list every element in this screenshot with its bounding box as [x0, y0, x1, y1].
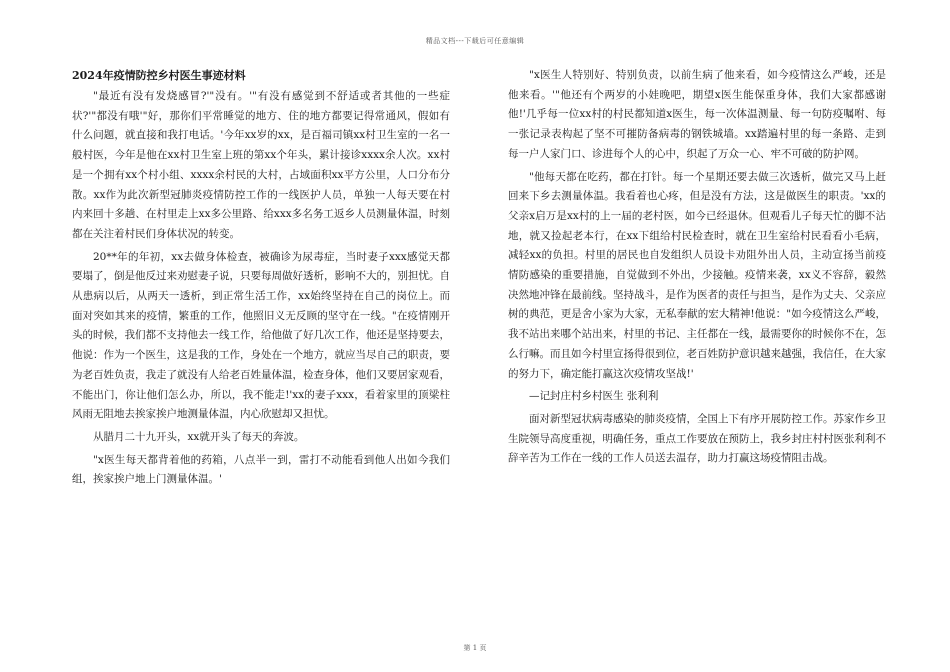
document-title: 2024年疫情防控乡村医生事迹材料: [72, 69, 246, 82]
left-column: [72, 66, 450, 493]
paragraph: "x医生每天都背着他的药箱，八点半一到，雷打不动能看到他人出如今我们组，挨家挨户地上门测量体温。': [72, 453, 450, 486]
page-header: 精品文档---下载后可任意编辑: [425, 37, 525, 45]
paragraph: 面对新型冠状病毒感染的肺炎疫情，全国上下有序开展防控工作。苏家作乡卫生院领导高度重视，明确任务，重点工作要放在预防上，我乡封庄村村医张利利不辞辛苦为工作在一线的工作人员送去温存，助力打赢这场疫情阻击战。: [508, 412, 886, 465]
paragraph: 从腊月二十九开头，xx就开头了每天的奔波。: [93, 430, 305, 443]
paragraph: "x医生人特别好、特别负责，以前生病了他来看，如今疫情这么严峻，还是他来看。'"他还有个两岁的小娃晚吧，期望x医生能保重身体，我们大家都感谢他!'几乎每一位xx村的村民都知道x医生，每一次体温测量、每一句防疫嘱咐、每一张记录表构起了坚不可摧防备病毒的钢铁城墙。xx踏遍村里的每一条路、走到每一户人家门口、诊进每个人的心中，织起了万众一心、牢不可破的防护网。: [508, 69, 886, 160]
page-number: 第 1 页: [463, 644, 487, 652]
paragraph: 20**年的年初，xx去做身体检查，被确诊为尿毒症，当时妻子xxx感觉天都要塌了，倒是他反过来劝慰妻子说，只要每周做好透析，影响不大的，别担忧。自从患病以后，从两天一透析，到正常生活工作，xx始终坚持在自己的岗位上。而面对突如其来的疫情，繁重的工作，他照旧义无反顾的坚守在一线。"在疫情刚开头的时候，我们都不支持他去一线工作，给他做了好几次工作，他还是坚持要去，他说：作为一个医生，这是我的工作，身处在一个地方，就应当尽自己的职责，要为老百姓负责，我走了就没有人给老百姓量体温，检查身体，他们又要居家观看，不能出门，你让他们怎么办，所以，我不能走!'xx的妻子xxx，看着家里的顶梁柱风雨无阻地去挨家挨户地测量体温，内心欣慰却又担忧。: [72, 250, 450, 421]
paragraph: "他每天都在吃药，都在打针。每一个星期还要去做三次透析，做完又马上赶回来下乡去测量体温。我看着也心疼，但是没有方法，这是做医生的职责。'xx的父亲x启万是xx村的上一届的老村医，如今已经退休。但观看儿子每天忙的脚不沾地，就又捡起老本行，在xx下组给村民检查时，就在卫生室给村民看看小毛病，减轻xx的负担。村里的居民也自发组织人员设卡劝阻外出人员，主动宣扬当前疫情防感染的重要措施，自觉做到不外出，少接触。疫情来袭，xx义不容辞，毅然决然地冲锋在最前线。坚持战斗，是作为医者的责任与担当，是作为丈夫、父亲应树的典范，更是舍小家为大家，无私奉献的宏大精神!他说："如今疫情这么严峻，我不站出来哪个站出来，村里的书记、主任都在一线，最需要你的时候你不在，怎么行嘛。而且如今村里宣扬得很到位，老百姓防护意识越来越强，我信任，在大家的努力下，确定能打赢这次疫情攻坚战!': [508, 170, 886, 380]
paragraph: "最近有没有发烧感冒?'"没有。'"有没有感觉到不舒适或者其他的一些症状?'"都没有哦'"好，那你们平常睡觉的地方、住的地方都要记得常通风，假如有什么问题，就直接和我打电话。'今年xx岁的xx，是百福司镇xx村卫生室的一名一般村医，今年是他在xx村卫生室上班的第xx个年头，累计接诊xxxx余人次。xx村是一个拥有xx个村小组、xxxx余村民的大村，占域面积xx平方公里，人口分布分散。xx作为此次新型冠肺炎疫情防控工作的一线医护人员，单独一人每天要在村内来回十多趟、在村里走上xx多公里路、给xxx多名务工返乡人员测量体温，时刻都在关注着村民们身体状况的转变。: [72, 90, 450, 240]
right-column: [508, 66, 886, 472]
signature-line: —记封庄村乡村医生 张利利: [529, 390, 659, 403]
